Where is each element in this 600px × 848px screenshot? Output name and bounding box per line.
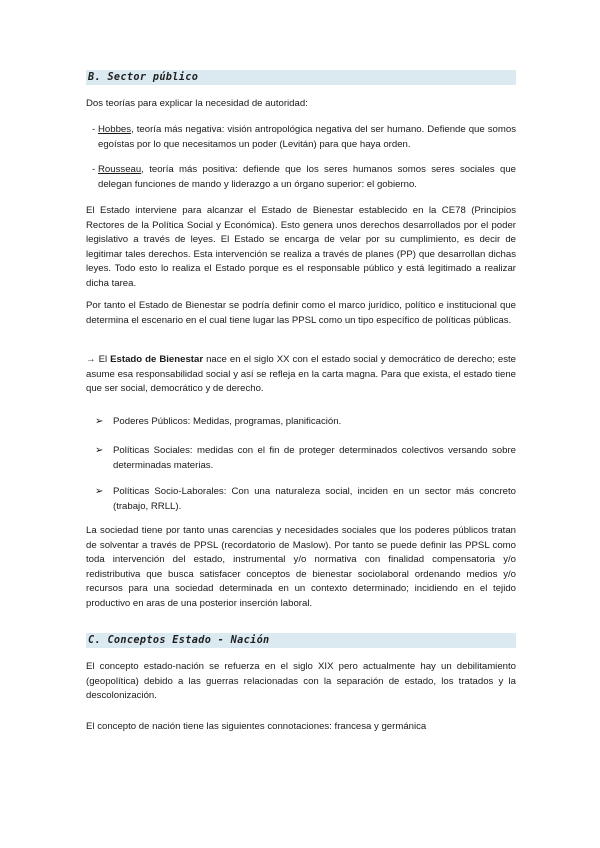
paragraph-por-tanto: Por tanto el Estado de Bienestar se podría definir como el marco jurídico, político e institucional que determina el escenario en el cual tiene lugar las PPSL como un tipo específico de políticas públicas. — [86, 300, 516, 326]
paragraph-concepto-nacion: El concepto de nación tiene las siguientes connotaciones: francesa y germánica — [86, 721, 427, 732]
arrow-para-pre: El — [98, 354, 111, 365]
theory-description: , teoría más positiva: defiende que los seres humanos somos seres sociales que delegan funciones de mando y liderazgo a un órgano superior: el gobierno. — [98, 164, 516, 190]
arrowhead-bullet-icon: ➢ — [95, 416, 104, 427]
theory-description: , teoría más negativa: visión antropológica negativa del ser humano. Defiende que somos egoístas por lo que necesitamos un poder (Levitán) para que haya orden. — [98, 124, 516, 150]
bullet-text: Políticas Socio-Laborales: Con una naturaleza social, inciden en un sector más concreto (trabajo, RRLL). — [113, 486, 516, 512]
theory-item-hobbes — [92, 123, 516, 152]
paragraph-sociedad: La sociedad tiene por tanto unas carencias y necesidades sociales que los poderes públicos tratan de solventar a través de PPSL (recordatorio de Maslow). Por tanto se puede definir las PPSL como toda intervención del estado, instrumental y/o normativa con finalidad compensatoria y/o redistributiva que busca satisfacer conceptos de bienestar sociolaboral ordenando medios y/o recursos para una sociedad determinada en un contexto determinado; incidiendo en el tejido productivo en aras de una posterior inserción laboral. — [86, 525, 516, 609]
theory-text — [92, 163, 516, 192]
dash-marker: - — [92, 164, 96, 175]
paragraph-estado-interviene: El Estado interviene para alcanzar el Estado de Bienestar establecido en la CE78 (Principios Rectores de la Política Social y Económica). Esto genera unos derechos desarrollados por el poder legislativo a través de leyes. El Estado se encarga de velar por su cumplimiento, es decir de legitimar tales derechos. Esta intervención se realiza a través de planes (PP) que desarrollan dichas leyes. Todo esto lo realiza el Estado porque es el responsable público y está legitimado a realizar dicha tarea. — [86, 205, 516, 289]
theory-item-rousseau — [92, 163, 516, 192]
section-c-heading: C. Conceptos Estado - Nación — [86, 633, 516, 648]
bullet-item — [95, 415, 516, 430]
dash-marker: - — [92, 124, 96, 135]
bullet-text: Poderes Públicos: Medidas, programas, planificación. — [113, 416, 342, 427]
theory-name-rousseau: Rousseau — [98, 164, 142, 175]
theory-name-hobbes: Hobbes — [98, 124, 132, 135]
bullet-text: Políticas Sociales: medidas con el fin de proteger determinados colectivos versando sobre determinadas materias. — [113, 445, 516, 471]
paragraph-estado-nacion: El concepto estado-nación se refuerza en el siglo XIX pero actualmente hay un debilitamiento (geopolítica) debido a las guerras relacionadas con la separación de estado, los tratados y la descolonización. — [86, 661, 516, 702]
theory-text — [92, 123, 516, 152]
bullet-item — [95, 485, 516, 514]
paragraph-estado-bienestar — [86, 353, 516, 397]
bullet-item — [95, 444, 516, 473]
estado-bienestar-bold: Estado de Bienestar — [110, 354, 204, 365]
arrow-para-post: nace en el siglo XX con el estado social y democrático de derecho; este asume esa responsabilidad social y así se refleja en la carta magna. Para que exista, el estado tiene que ser social, democrático y de derecho. — [86, 354, 516, 395]
section-b-heading: B. Sector público — [86, 70, 516, 85]
right-arrow-icon: → — [86, 354, 96, 365]
arrowhead-bullet-icon: ➢ — [95, 445, 104, 456]
arrowhead-bullet-icon: ➢ — [95, 486, 104, 497]
section-b-intro: Dos teorías para explicar la necesidad de autoridad: — [86, 98, 308, 109]
